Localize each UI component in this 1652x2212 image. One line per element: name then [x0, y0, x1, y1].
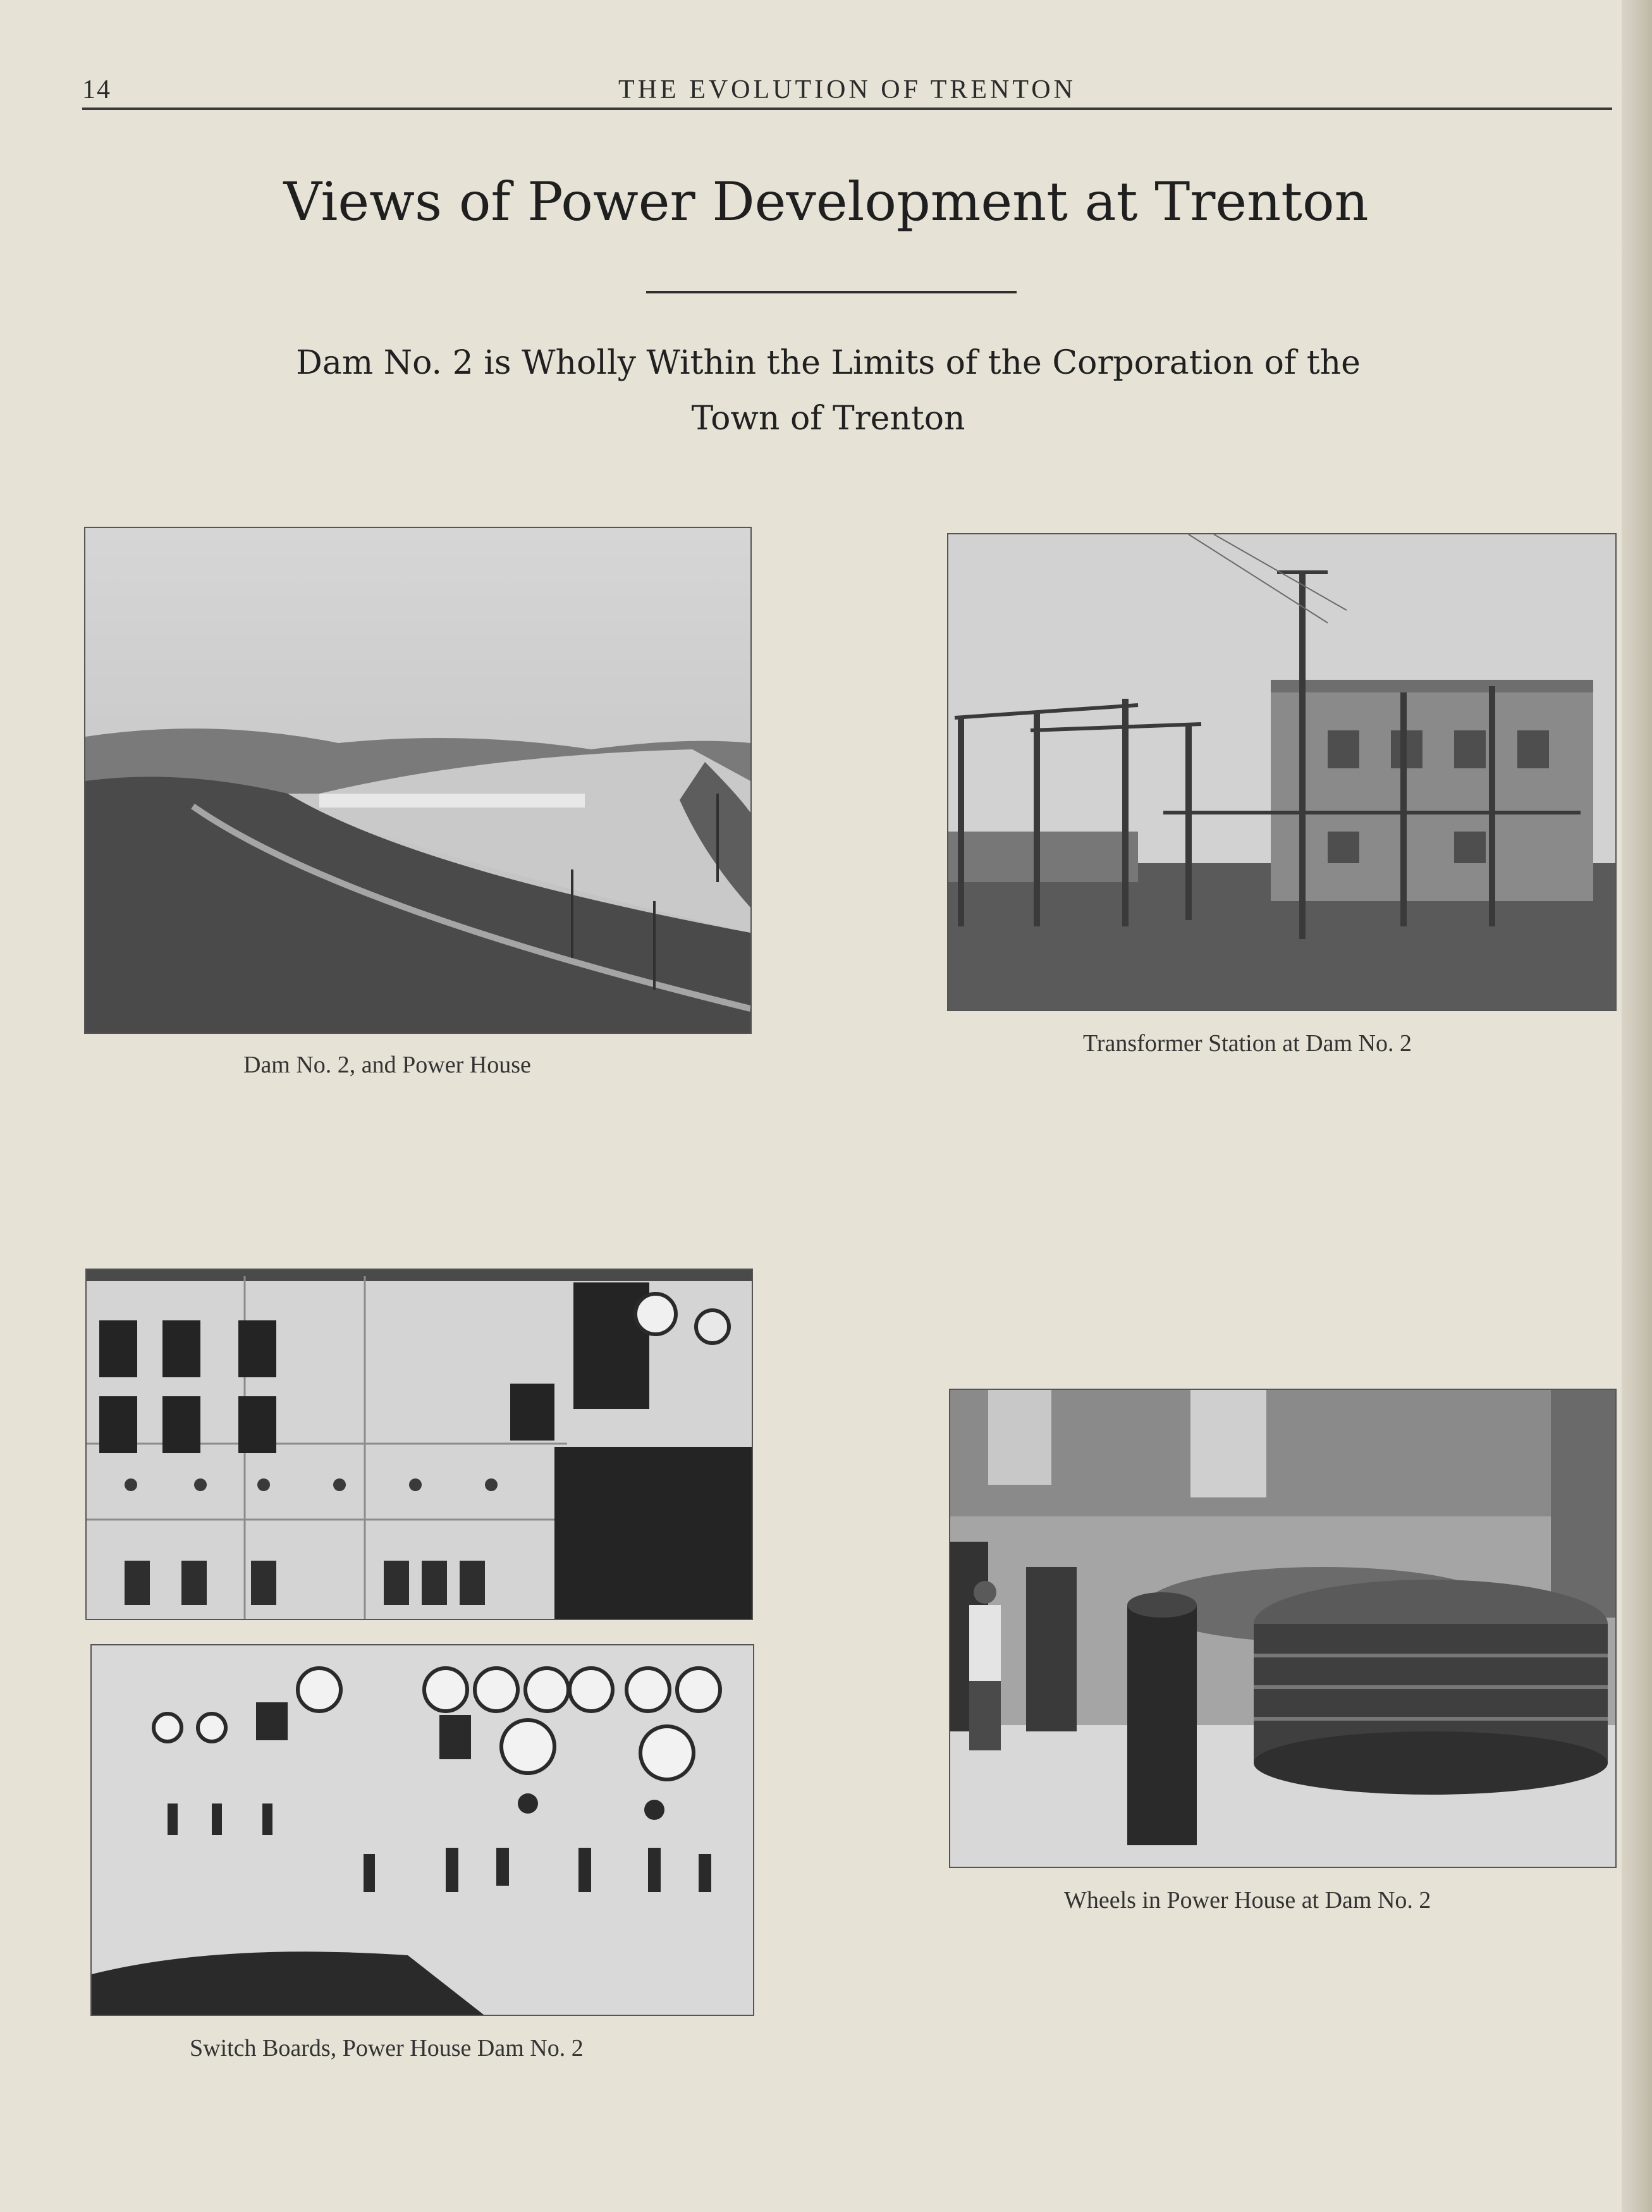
subtitle-line-2: Town of Trenton — [691, 400, 965, 438]
transformer-station-photo — [947, 533, 1617, 1011]
dam-caption: Dam No. 2, and Power House — [243, 1052, 531, 1078]
page-number: 14 — [82, 75, 111, 104]
title-divider — [646, 291, 1017, 293]
switchboard-upper-photo — [85, 1269, 753, 1620]
subtitle — [190, 335, 1467, 446]
dam-photo — [84, 527, 752, 1034]
page-title: Views of Power Development at Trenton — [283, 171, 1369, 233]
subtitle-line-1: Dam No. 2 is Wholly Within the Limits of the Corporation of the — [296, 344, 1361, 382]
switchboard-lower-photo — [90, 1644, 754, 2016]
running-title: THE EVOLUTION OF TRENTON — [618, 75, 1076, 104]
running-head — [82, 63, 1612, 110]
wheels-caption: Wheels in Power House at Dam No. 2 — [1064, 1887, 1431, 1914]
wheels-photo — [949, 1389, 1617, 1868]
switchboards-caption: Switch Boards, Power House Dam No. 2 — [190, 2035, 584, 2061]
page-edge — [1622, 0, 1652, 2212]
transformer-caption: Transformer Station at Dam No. 2 — [1083, 1030, 1412, 1057]
